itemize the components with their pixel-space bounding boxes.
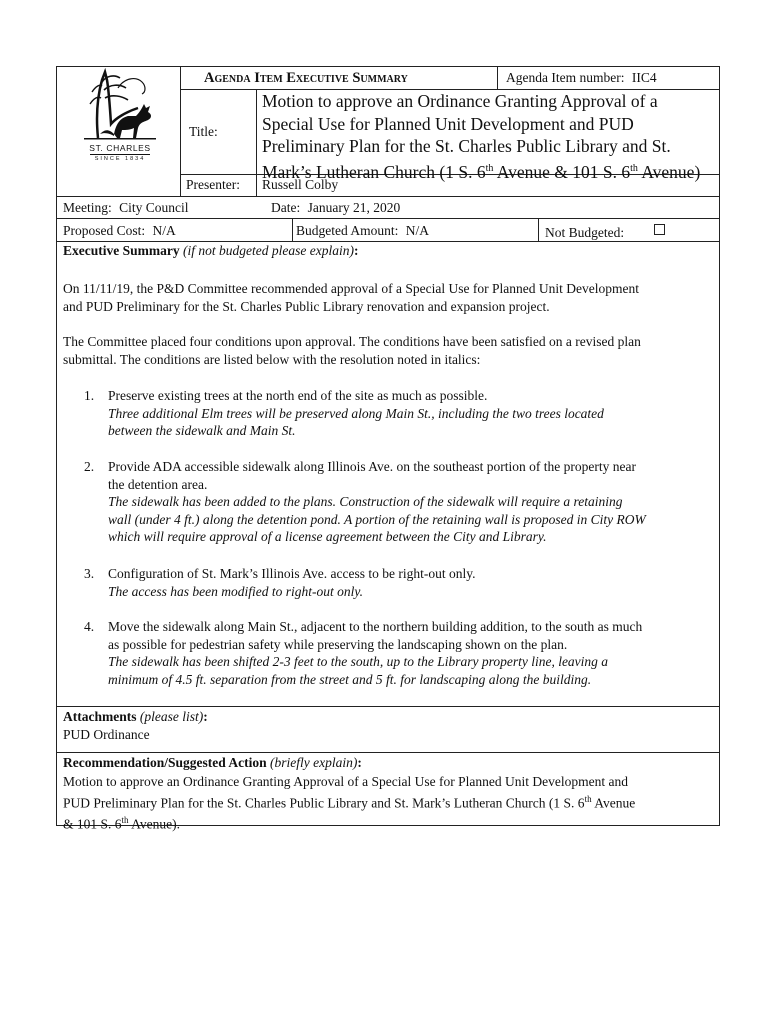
- recommendation-line: PUD Preliminary Plan for the St. Charles Public Library and St. Mark’s Lutheran Church (1 S. 6th Avenue: [63, 793, 636, 810]
- paragraph-line: and PUD Preliminary for the St. Charles Public Library renovation and expansion project.: [63, 298, 550, 314]
- summary-paragraph-2: [63, 333, 713, 368]
- proposed-cost-value: N/A: [152, 223, 176, 238]
- attachments-value: PUD Ordinance: [63, 727, 150, 742]
- logo-divider-line: [90, 154, 150, 155]
- condition-number: 1.: [84, 388, 95, 403]
- budgeted-amount-value: N/A: [405, 223, 429, 238]
- exec-summary-title: Executive Summary: [63, 243, 180, 258]
- resolution-line: Three additional Elm trees will be preserved along Main St., including the two trees located: [108, 405, 604, 421]
- date-value: January 21, 2020: [307, 200, 401, 215]
- condition-number: 2.: [84, 459, 95, 474]
- condition-line: Provide ADA accessible sidewalk along Illinois Ave. on the southeast portion of the property near: [108, 459, 637, 474]
- paragraph-line: The Committee placed four conditions upon approval. The conditions have been satisfied on a revised plan: [63, 334, 641, 349]
- condition-text: [108, 618, 714, 688]
- paragraph-line: submittal. The conditions are listed below with the resolution noted in italics:: [63, 351, 481, 367]
- title-line: Motion to approve an Ordinance Granting Approval of a: [262, 91, 658, 111]
- condition-number: 4.: [84, 619, 95, 634]
- presenter-label: Presenter:: [186, 177, 240, 192]
- resolution-line: between the sidewalk and Main St.: [108, 423, 296, 438]
- condition-line: as possible for pedestrian safety while preserving the landscaping shown on the plan.: [108, 636, 568, 652]
- resolution-line: The sidewalk has been shifted 2-3 feet to the south, up to the Library property line, leaving a: [108, 654, 609, 669]
- not-budgeted-checkbox[interactable]: [654, 224, 665, 235]
- recommendation-colon: :: [357, 755, 362, 770]
- presenter-bottom-rule: [56, 196, 720, 197]
- condition-text: [108, 565, 714, 600]
- recommendation-text: [63, 773, 713, 833]
- page-title: Agenda Item Executive Summary: [204, 70, 408, 86]
- agenda-item-label-text: Agenda Item number:: [506, 70, 625, 85]
- resolution-line: wall (under 4 ft.) along the detention pond. A portion of the retaining wall is proposed in City ROW: [108, 511, 646, 527]
- meeting-label: Meeting:: [63, 200, 112, 215]
- condition-number: 3.: [84, 566, 95, 581]
- condition-line: Move the sidewalk along Main St., adjacent to the northern building addition, to the south as much: [108, 619, 643, 634]
- cost-divider: [292, 218, 293, 241]
- title-text: [262, 90, 717, 183]
- budget-divider: [538, 218, 539, 241]
- date-field: [271, 200, 400, 216]
- agenda-item-label: [506, 70, 657, 86]
- title-line: Preliminary Plan for the St. Charles Public Library and St.: [262, 136, 671, 156]
- title-line: Mark’s Lutheran Church (1 S. 6th Avenue & 101 S. 6th Avenue): [262, 161, 701, 182]
- condition-text: [108, 458, 714, 546]
- recommendation-title: Recommendation/Suggested Action: [63, 755, 267, 770]
- proposed-cost-field: [63, 223, 176, 239]
- recommendation-note: (briefly explain): [270, 755, 358, 770]
- attachments-heading: [63, 709, 208, 725]
- recommendation-line: & 101 S. 6th Avenue).: [63, 814, 181, 831]
- not-budgeted-label: Not Budgeted:: [545, 225, 625, 240]
- proposed-cost-label: Proposed Cost:: [63, 223, 146, 238]
- date-label: Date:: [271, 200, 301, 215]
- condition-line: the detention area.: [108, 476, 208, 492]
- recommendation-heading: [63, 755, 362, 771]
- resolution-line: which will require approval of a license agreement between the City and Library.: [108, 529, 547, 544]
- resolution-line: The access has been modified to right-out only.: [108, 583, 363, 599]
- meeting-field: [63, 200, 189, 216]
- meeting-bottom-rule: [56, 218, 720, 219]
- exec-summary-heading: [63, 243, 358, 259]
- recommendation-line: Motion to approve an Ordinance Granting Approval of a Special Use for Planned Unit Development and: [63, 774, 628, 789]
- attachments-note: (please list): [139, 709, 204, 724]
- cost-bottom-rule: [56, 241, 720, 242]
- condition-text: [108, 387, 714, 440]
- logo-divider: [180, 66, 181, 196]
- label-divider: [256, 89, 257, 196]
- attachments-title: Attachments: [63, 709, 137, 724]
- resolution-line: The sidewalk has been added to the plans. Construction of the sidewalk will require a retaining: [108, 494, 623, 509]
- presenter-value: Russell Colby: [262, 177, 339, 192]
- city-logo: [80, 68, 160, 164]
- title-line: Special Use for Planned Unit Development and PUD: [262, 113, 634, 134]
- budgeted-amount-label: Budgeted Amount:: [296, 223, 399, 238]
- logo-name: ST. CHARLES: [89, 143, 151, 153]
- meeting-value: City Council: [119, 200, 189, 215]
- agenda-item-number: IIC4: [631, 70, 657, 85]
- summary-paragraph-1: [63, 280, 713, 315]
- exec-summary-colon: :: [353, 243, 359, 258]
- header-divider: [497, 66, 498, 89]
- summary-bottom-rule: [56, 706, 720, 707]
- attachments-bottom-rule: [56, 752, 720, 753]
- attachments-colon: :: [203, 709, 208, 724]
- condition-line: Preserve existing trees at the north end of the site as much as possible.: [108, 388, 488, 403]
- condition-line: Configuration of St. Mark’s Illinois Ave. access to be right-out only.: [108, 566, 476, 581]
- fox-and-tree-icon: [80, 68, 160, 140]
- exec-summary-note: (if not budgeted please explain): [182, 243, 354, 258]
- paragraph-line: On 11/11/19, the P&D Committee recommended approval of a Special Use for Planned Unit Development: [63, 281, 639, 296]
- title-label: Title:: [189, 124, 218, 139]
- resolution-line: minimum of 4.5 ft. separation from the street and 5 ft. for landscaping along the building.: [108, 671, 592, 687]
- logo-since: SINCE 1834: [94, 156, 146, 162]
- budgeted-amount-field: [296, 223, 429, 239]
